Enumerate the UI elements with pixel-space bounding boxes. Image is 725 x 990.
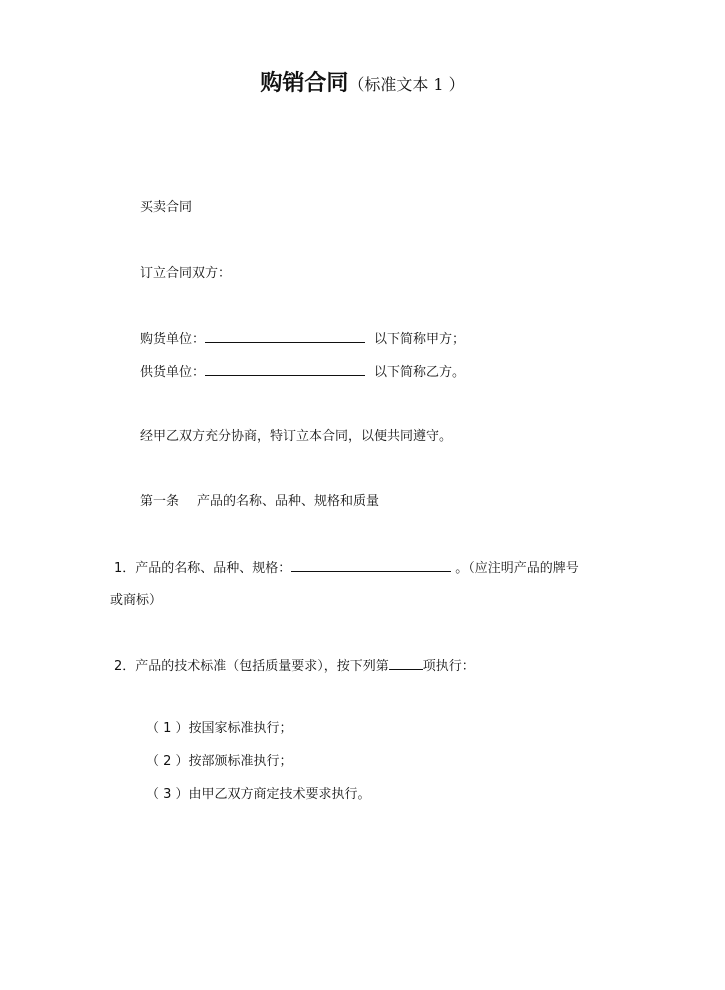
- item-1-suffix: 。（应注明产品的牌号: [455, 561, 579, 576]
- agreement-statement: 经甲乙双方充分协商，特订立本合同，以便共同遵守。: [140, 429, 453, 444]
- seller-row: [140, 362, 465, 382]
- buyer-field[interactable]: [205, 329, 365, 343]
- item-2-row: [114, 656, 475, 676]
- option-2: （ 2 ）按部颁标准执行；: [146, 754, 293, 769]
- title-main: 购销合同: [260, 71, 349, 96]
- buyer-row: [140, 329, 465, 349]
- buyer-label: 购货单位：: [140, 332, 206, 347]
- article-1-heading: [140, 493, 379, 511]
- standard-choice-field[interactable]: [389, 656, 423, 670]
- item-1-row: [114, 558, 579, 578]
- option-3: （ 3 ）由甲乙双方商定技术要求执行。: [146, 787, 371, 802]
- article-1-title: 产品的名称、品种、规格和质量: [197, 494, 380, 509]
- buyer-suffix: 以下简称甲方；: [374, 332, 466, 347]
- item-1-prefix: 1．产品的名称、品种、规格：: [114, 561, 292, 576]
- contract-type: 买卖合同: [140, 200, 193, 215]
- seller-field[interactable]: [205, 362, 365, 376]
- title-subtitle: （标准文本 1 ）: [348, 75, 465, 94]
- product-name-field[interactable]: [291, 558, 451, 572]
- item-2-prefix: 2．产品的技术标准（包括质量要求），按下列第: [114, 659, 389, 674]
- option-1: （ 1 ）按国家标准执行；: [146, 721, 293, 736]
- document-title: [0, 66, 725, 97]
- seller-suffix: 以下简称乙方。: [374, 365, 466, 380]
- article-1-number: 第一条: [140, 494, 180, 509]
- parties-intro: 订立合同双方：: [140, 266, 232, 281]
- seller-label: 供货单位：: [140, 365, 206, 380]
- item-1-continuation: 或商标）: [110, 593, 163, 608]
- item-2-suffix: 项执行：: [422, 659, 475, 674]
